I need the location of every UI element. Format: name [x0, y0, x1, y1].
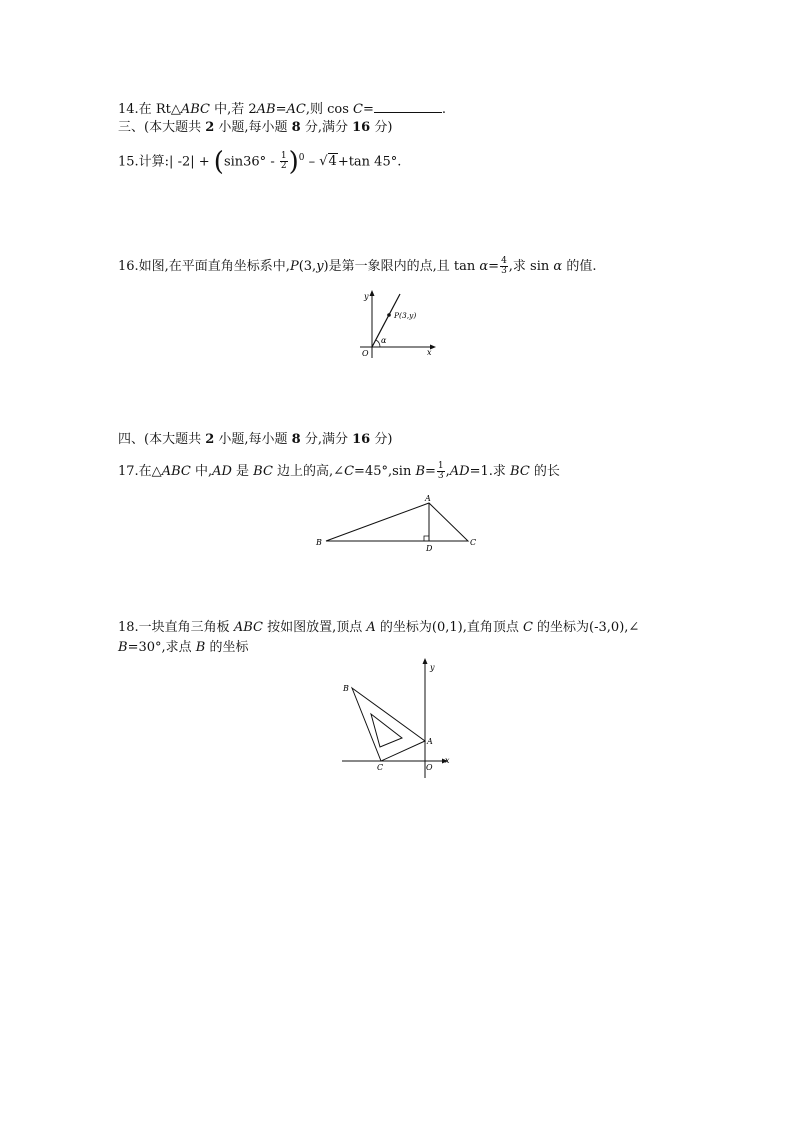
q15-minus: –: [304, 154, 320, 170]
outer-triangle-abc: [352, 688, 425, 761]
vertex-a-label: A: [425, 494, 431, 503]
q16-frac-num: 4: [501, 256, 507, 266]
q15-number: 15.计算:| -2| +: [118, 154, 214, 170]
q14-eq2: =: [362, 102, 374, 117]
y-label: y: [364, 292, 369, 301]
q15-tail: +tan 45°.: [337, 154, 402, 170]
sec4-suffix: 分): [370, 432, 393, 447]
sec4-points: 8: [291, 432, 301, 447]
section-4-header: [118, 432, 392, 448]
fraction-four-thirds: [500, 257, 508, 276]
q18-coord-a: 的坐标为(0,1),直角顶点: [375, 620, 523, 635]
sqrt-symbol: √4: [319, 154, 337, 170]
question-16: [118, 257, 596, 276]
sec3-mid2: 分,满分: [300, 120, 353, 135]
q14-number: 14.在: [118, 102, 156, 117]
y-axis-arrow-icon: [423, 658, 428, 664]
right-angle-marker-icon: [424, 536, 429, 541]
fraction-half: [280, 152, 288, 171]
y-label: y: [430, 663, 435, 672]
q14-c: C: [353, 102, 363, 117]
q17-high: 边上的高,∠: [272, 464, 345, 479]
sec3-total: 16: [352, 120, 371, 135]
question-15: [118, 146, 402, 177]
q16-coords: (3,: [298, 259, 317, 274]
q17-ad: AD: [212, 464, 232, 479]
q16-frac-den: 3: [501, 266, 507, 276]
q16-eq: =: [488, 259, 500, 274]
q17-comma: ,: [445, 464, 450, 479]
q16-end: 的值.: [562, 259, 597, 274]
q18-line2: =30°,求点: [127, 640, 196, 655]
q15-radicand: 4: [328, 154, 337, 170]
triangle-abc: [326, 503, 468, 541]
q14-abc: ABC: [180, 102, 210, 117]
vertex-c-label: C: [470, 538, 477, 547]
q14-eq: =: [275, 102, 287, 117]
q16-pre: 16.如图,在平面直角坐标系中,: [118, 259, 290, 274]
inner-triangle-cutout: [371, 714, 402, 747]
point-p-label: P(3,y): [394, 311, 417, 320]
q16-post: )是第一象限内的点,且 tan: [323, 259, 480, 274]
q15-sin: sin36° -: [223, 154, 279, 170]
fraction-one-third: [437, 462, 445, 481]
origin-label: O: [362, 349, 369, 358]
alpha-label: α: [381, 336, 387, 345]
q17-frac-den: 3: [437, 471, 444, 481]
q14-end: .: [441, 102, 447, 117]
q18-b2: B: [195, 640, 206, 655]
figure-16-coordinate-plane: [350, 288, 440, 360]
right-paren: ): [288, 146, 299, 177]
q17-b: B: [415, 464, 426, 479]
left-paren: (: [213, 146, 224, 177]
q16-ask: ,求 sin: [508, 259, 554, 274]
q17-pre: 17.在△: [118, 464, 162, 479]
sec3-prefix: 三、(本大题共: [118, 120, 206, 135]
question-17: [118, 462, 560, 481]
q17-mid: 中,: [190, 464, 213, 479]
sec3-mid1: 小题,每小题: [214, 120, 292, 135]
sec4-total: 16: [352, 432, 371, 447]
sec4-mid1: 小题,每小题: [214, 432, 292, 447]
vertex-b-label: B: [343, 684, 349, 693]
vertex-b-label: B: [316, 538, 322, 547]
q14-rt: Rt△: [155, 102, 181, 117]
q18-abc: ABC: [233, 620, 263, 635]
q18-coord-c: 的坐标为(-3,0),∠: [532, 620, 640, 635]
q17-bc: BC: [253, 464, 273, 479]
x-label: x: [427, 348, 432, 357]
q14-ac: AC: [286, 102, 306, 117]
q18-c: C: [522, 620, 533, 635]
sec3-count: 2: [205, 120, 215, 135]
angle-alpha-arc: [376, 340, 380, 347]
q17-eq: =: [425, 464, 436, 479]
sec3-points: 8: [291, 120, 301, 135]
origin-label: O: [426, 763, 433, 772]
q17-is: 是: [231, 464, 254, 479]
section-3-header: [118, 120, 392, 136]
q18-a: A: [366, 620, 376, 635]
q16-p: P: [289, 259, 299, 274]
x-label: x: [445, 756, 450, 765]
point-p: [387, 313, 391, 317]
sec4-mid2: 分,满分: [300, 432, 353, 447]
q14-mid: 中,若 2: [209, 102, 257, 117]
question-18: [118, 620, 639, 636]
question-18-line-2: [118, 640, 248, 656]
sec4-prefix: 四、(本大题共: [118, 432, 206, 447]
point-d-label: D: [426, 544, 433, 553]
q15-half-num: 1: [280, 151, 287, 162]
q18-mid: 按如图放置,顶点: [262, 620, 367, 635]
q18-b: B: [118, 640, 128, 655]
q16-y: y: [316, 259, 324, 274]
vertex-c-label: C: [377, 763, 384, 772]
q15-exponent: 0: [298, 153, 305, 163]
q15-half-den: 2: [280, 161, 287, 172]
q17-abc: ABC: [161, 464, 191, 479]
figure-17-triangle: [310, 492, 485, 554]
q17-one: =1.求: [469, 464, 511, 479]
vertex-a-label: A: [427, 737, 433, 746]
q16-alpha: α: [479, 259, 489, 274]
q17-end: 的长: [529, 464, 560, 479]
question-14: [118, 100, 446, 118]
sec4-count: 2: [205, 432, 215, 447]
q17-c: C: [344, 464, 355, 479]
q16-alpha2: α: [553, 259, 563, 274]
figure-18-set-square: [336, 658, 461, 780]
q17-bc2: BC: [510, 464, 530, 479]
q17-ad2: AD: [449, 464, 470, 479]
q18-end: 的坐标: [205, 640, 249, 655]
q17-angle: =45°,sin: [354, 464, 416, 479]
q18-pre: 18.一块直角三角板: [118, 620, 234, 635]
answer-blank[interactable]: [374, 100, 442, 113]
q14-ab: AB: [256, 102, 276, 117]
q17-frac-num: 1: [437, 461, 444, 471]
q14-then: ,则 cos: [305, 102, 354, 117]
sec3-suffix: 分): [370, 120, 393, 135]
y-axis-arrow-icon: [370, 290, 375, 296]
